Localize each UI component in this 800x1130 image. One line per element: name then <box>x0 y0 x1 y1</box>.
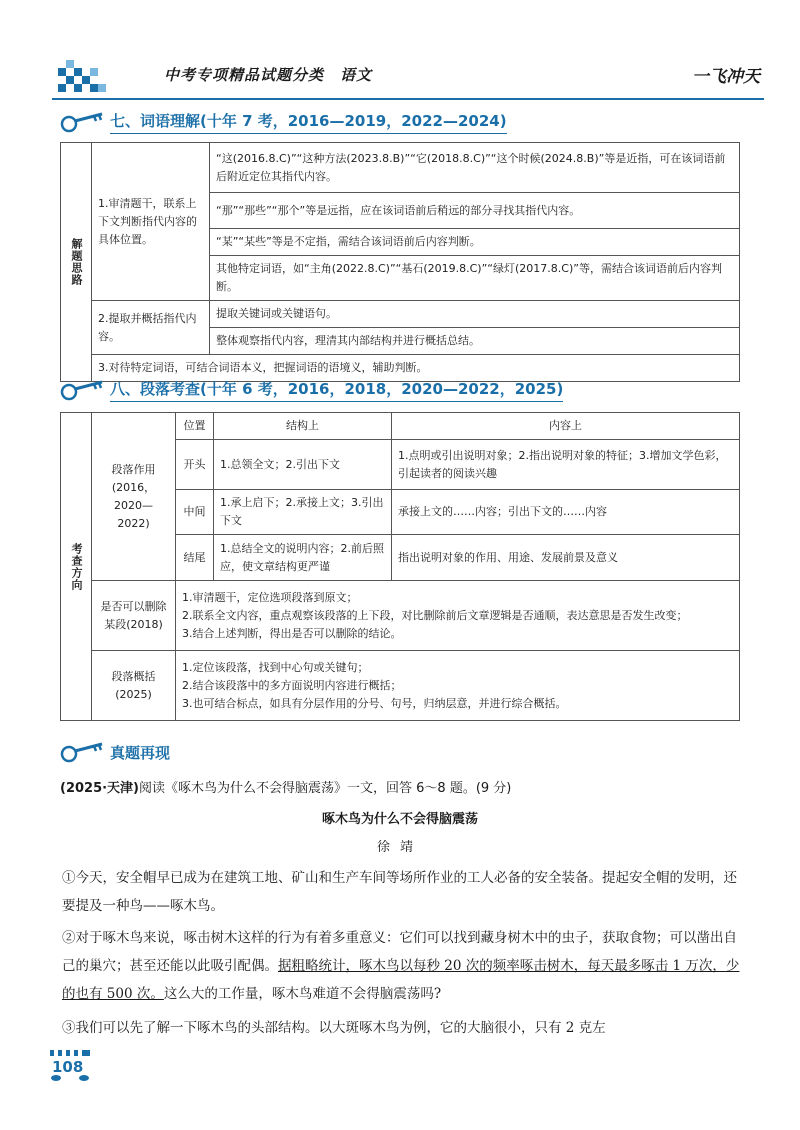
page-number: 108 <box>52 1058 84 1076</box>
key-icon <box>60 378 106 402</box>
row-structure: 1.总领全文；2.引出下文 <box>214 440 392 490</box>
step2-row-2: 整体观察指代内容，理清其内部结构并进行概括总结。 <box>210 328 740 355</box>
delete-step: 1.审清题干，定位选项段落到原文； <box>182 590 358 604</box>
brand-logo: 一飞冲天 <box>692 67 760 87</box>
step2-cell: 2.提取并概括指代内容。 <box>92 301 210 355</box>
page-header <box>52 58 764 100</box>
row-content: 承接上文的……内容；引出下文的……内容 <box>392 490 740 535</box>
head-position: 位置 <box>176 413 214 440</box>
row-pos: 中间 <box>176 490 214 535</box>
book-title: 中考专项精品试题分类 语文 <box>164 66 373 84</box>
section7-side-label: 解题思路 <box>61 143 92 382</box>
section7-heading <box>60 110 507 134</box>
summary-cell <box>92 651 176 721</box>
section8-heading <box>60 378 563 402</box>
delete-label: 是否可以删除某段(2018) <box>92 581 176 651</box>
section8-side-label: 考查方向 <box>61 413 92 721</box>
section7-title: 七、词语理解(十年 7 考，2016—2019，2022—2024) <box>110 110 507 134</box>
role-cell <box>92 413 176 581</box>
summary-step: 1.定位该段落，找到中心句或关键句； <box>182 660 369 674</box>
step2-row-1: 提取关键词或关键语句。 <box>210 301 740 328</box>
paragraph-2-c: 这么大的工作量，啄木鸟难道不会得脑震荡吗? <box>163 986 442 1002</box>
row-structure: 1.承上启下；2.承接上文；3.引出下文 <box>214 490 392 535</box>
step3-cell: 3.对待特定词语，可结合词语本义，把握词语的语境义，辅助判断。 <box>92 355 740 382</box>
real-exam-title: 真题再现 <box>110 743 171 762</box>
role-years: (2016，2020—2022) <box>111 480 156 530</box>
step1-row-2: “那”“那些”“那个”等是远指，应在该词语前后稍远的部分寻找其指代内容。 <box>210 193 740 229</box>
delete-steps <box>176 581 740 651</box>
real-exam-heading <box>60 740 170 764</box>
paragraph-2-a: ②对于啄木鸟来说，啄击树木这样的行为有着多重意义：它们可以找到藏身树木中的虫子，获取食物；可以凿出自己的巢穴；甚至还能以此吸引配偶。 <box>62 930 737 974</box>
delete-step: 2.联系全文内容，重点观察该段落的上下段，对比删除前后文章逻辑是否通顺，表达意思是否发生改变； <box>182 608 688 622</box>
checker-logo-icon <box>58 60 112 98</box>
row-structure: 1.总结全文的说明内容；2.前后照应，使文章结构更严谨 <box>214 535 392 581</box>
article-author: 徐靖 <box>376 840 423 855</box>
paragraph-2 <box>62 924 742 1008</box>
source-tag: (2025·天津) <box>60 781 140 796</box>
key-icon <box>60 110 106 134</box>
paragraph-1: ①今天，安全帽早已成为在建筑工地、矿山和生产车间等场所作业的工人必备的安全装备。提起安全帽的发明，还要提及一种鸟——啄木鸟。 <box>62 870 737 914</box>
role-label: 段落作用 <box>111 462 156 476</box>
page-number-badge <box>48 1048 92 1082</box>
head-structure: 结构上 <box>214 413 392 440</box>
step1-cell: 1.审清题干，联系上下文判断指代内容的具体位置。 <box>92 143 210 301</box>
summary-steps <box>176 651 740 721</box>
section8-table <box>60 412 740 721</box>
row-content: 指出说明对象的作用、用途、发展前景及意义 <box>392 535 740 581</box>
section7-table <box>60 142 740 382</box>
summary-step: 2.结合该段落中的多方面说明内容进行概括； <box>182 678 402 692</box>
key-icon <box>60 740 106 764</box>
row-content: 1.点明或引出说明对象；2.指出说明对象的特征；3.增加文学色彩，引起读者的阅读兴趣 <box>392 440 740 490</box>
summary-year: (2025) <box>115 687 152 701</box>
summary-step: 3.也可结合标点，如具有分层作用的分号、句号，归纳层意，并进行综合概括。 <box>182 696 567 710</box>
summary-label: 段落概括 <box>111 669 156 683</box>
step1-row-1: “这(2016.8.C)”“这种方法(2023.8.B)”“它(2018.8.C)”“这个时候(2024.8.B)”等是近指，可在该词语前后附近定位其指代内容。 <box>210 143 740 193</box>
article-title: 啄木鸟为什么不会得脑震荡 <box>321 812 478 827</box>
step1-row-3: “某”“某些”等是不定指，需结合该词语前后内容判断。 <box>210 229 740 256</box>
delete-step: 3.结合上述判断，得出是否可以删除的结论。 <box>182 626 402 640</box>
paragraph-3: ③我们可以先了解一下啄木鸟的头部结构。以大斑啄木鸟为例，它的大脑很小，只有 2 克左 <box>62 1020 606 1036</box>
section8-title: 八、段落考查(十年 6 考，2016，2018，2020—2022，2025) <box>110 378 563 402</box>
paragraph-2-underlined: 据粗略统计，啄木鸟以每秒 20 次的频率啄击树木，每天最多啄击 1 万次，少的也有 500 次。 <box>62 958 740 1002</box>
head-content: 内容上 <box>392 413 740 440</box>
row-pos: 开头 <box>176 440 214 490</box>
step1-row-4: 其他特定词语，如“主角(2022.8.C)”“基石(2019.8.C)”“绿灯(2017.8.C)”等，需结合该词语前后内容判断。 <box>210 256 740 301</box>
question-source <box>60 777 511 796</box>
source-text: 阅读《啄木鸟为什么不会得脑震荡》一文，回答 6～8 题。(9 分) <box>139 781 512 796</box>
row-pos: 结尾 <box>176 535 214 581</box>
